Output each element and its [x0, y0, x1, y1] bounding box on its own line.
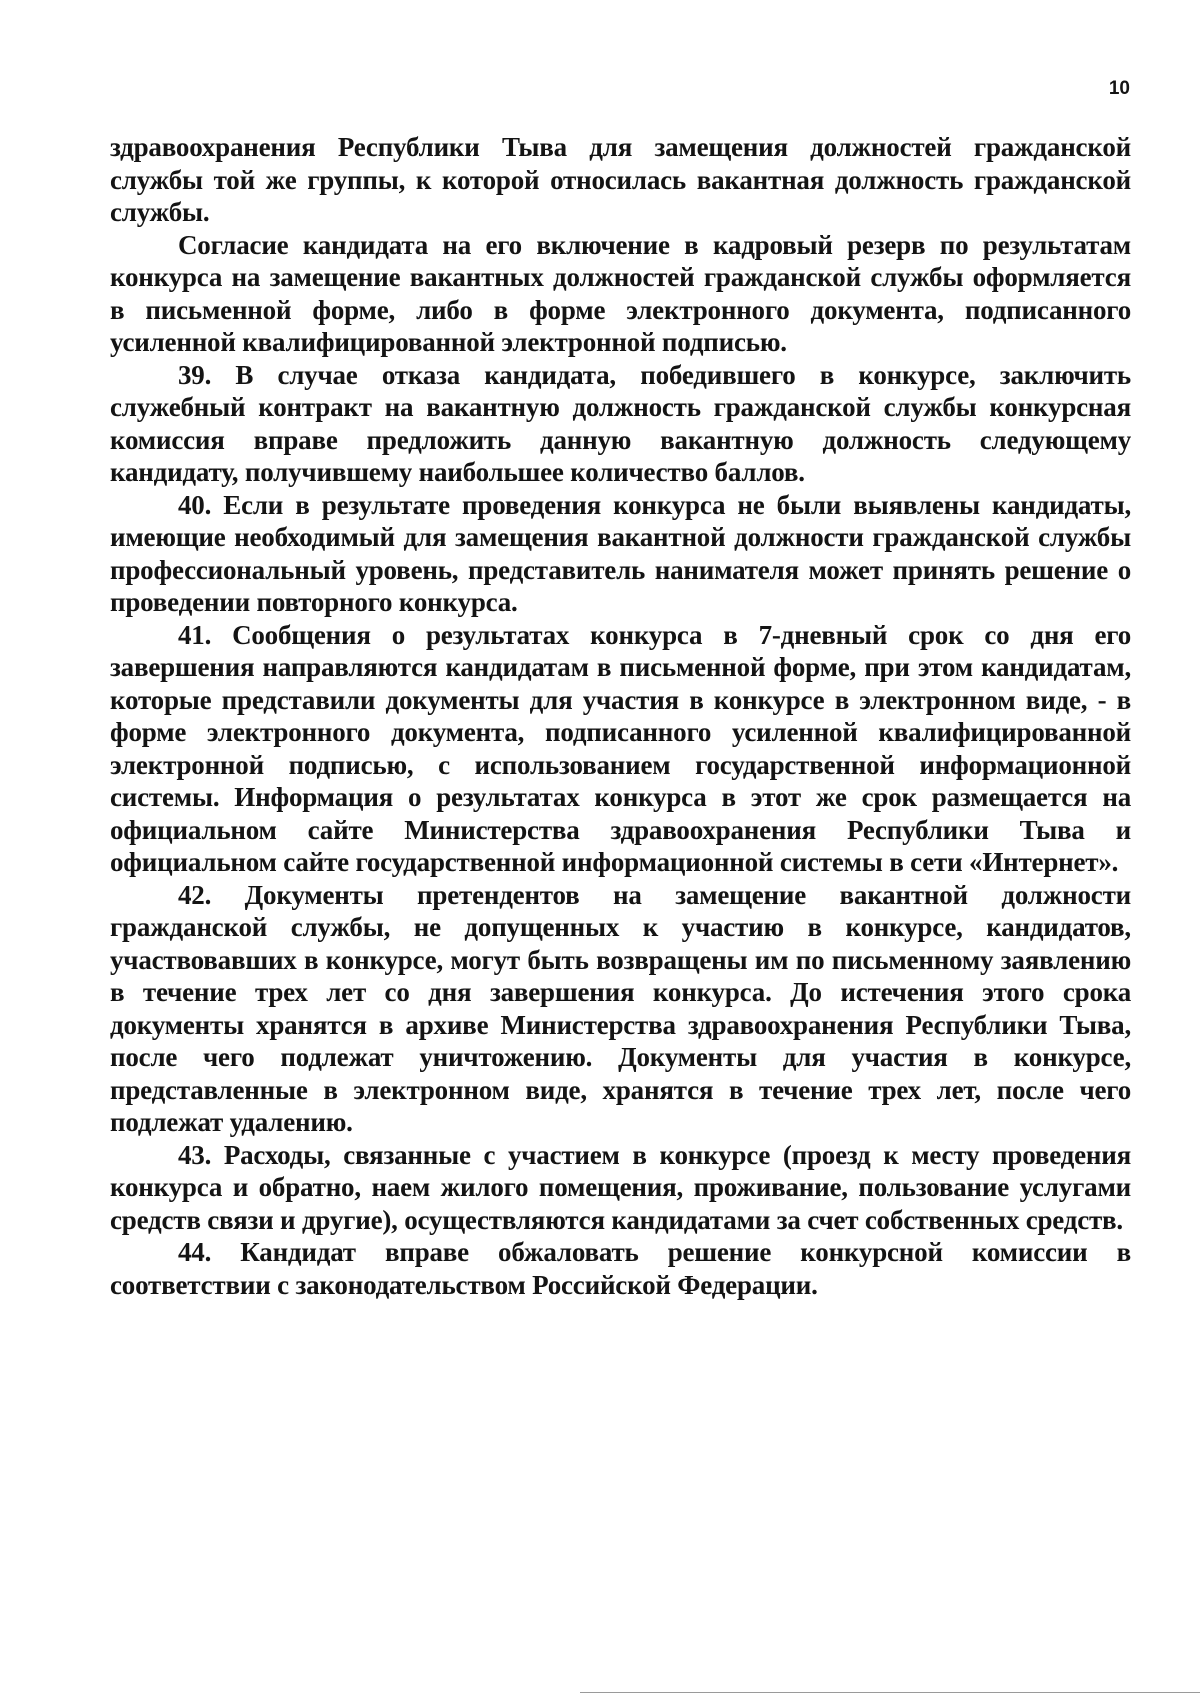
paragraph-continuation: здравоохранения Республики Тыва для замещения должностей гражданской службы той же группы, к которой относилась вакантная должность гражданской службы. — [110, 132, 1131, 227]
paragraph-43: 43. Расходы, связанные с участием в конкурсе (проезд к месту проведения конкурса и обратно, наем жилого помещения, проживание, пользование услугами средств связи и другие), осуществляются кандидатами за счет собственных средств. — [110, 1139, 1131, 1235]
paragraph-42: 42. Документы претендентов на замещение вакантной должности гражданской службы, не допущенных к участию в конкурсе, кандидатов, участвовавших в конкурсе, могут быть возвращены им по письменному заявлению в течение трех лет со дня завершения конкурса. До истечения этого срока документы хранятся в архиве Министерства здравоохранения Республики Тыва, после чего подлежат уничтожению. Документы для участия в конкурсе, представленные в электронном виде, хранятся в течение трех лет, после чего подлежат удалению. — [110, 879, 1131, 1137]
paragraph-40: 40. Если в результате проведения конкурса не были выявлены кандидаты, имеющие необходимый для замещения вакантной должности гражданской службы профессиональный уровень, представитель нанимателя может принять решение о проведении повторного конкурса. — [110, 489, 1131, 617]
document-body — [110, 131, 1131, 1301]
page-number: 10 — [1108, 78, 1130, 99]
scan-edge-line — [580, 1692, 1200, 1693]
paragraph-41: 41. Сообщения о результатах конкурса в 7-дневный срок со дня его завершения направляются кандидатам в письменной форме, при этом кандидатам, которые представили документы для участия в конкурсе в электронном виде, - в форме электронного документа, подписанного усиленной квалифицированной электронной подписью, с использованием государственной информационной системы. Информация о результатах конкурса в этот же срок размещается на официальном сайте Министерства здравоохранения Республики Тыва и официальном сайте государственной информационной системы в сети «Интернет». — [110, 619, 1131, 877]
paragraph-44: 44. Кандидат вправе обжаловать решение конкурсной комиссии в соответствии с законодательством Российской Федерации. — [110, 1237, 1131, 1300]
paragraph-consent: Согласие кандидата на его включение в кадровый резерв по результатам конкурса на замещение вакантных должностей гражданской службы оформляется в письменной форме, либо в форме электронного документа, подписанного усиленной квалифицированной электронной подписью. — [110, 229, 1131, 357]
paragraph-39: 39. В случае отказа кандидата, победившего в конкурсе, заключить служебный контракт на вакантную должность гражданской службы конкурсная комиссия вправе предложить данную вакантную должность следующему кандидату, получившему наибольшее количество баллов. — [110, 359, 1131, 487]
